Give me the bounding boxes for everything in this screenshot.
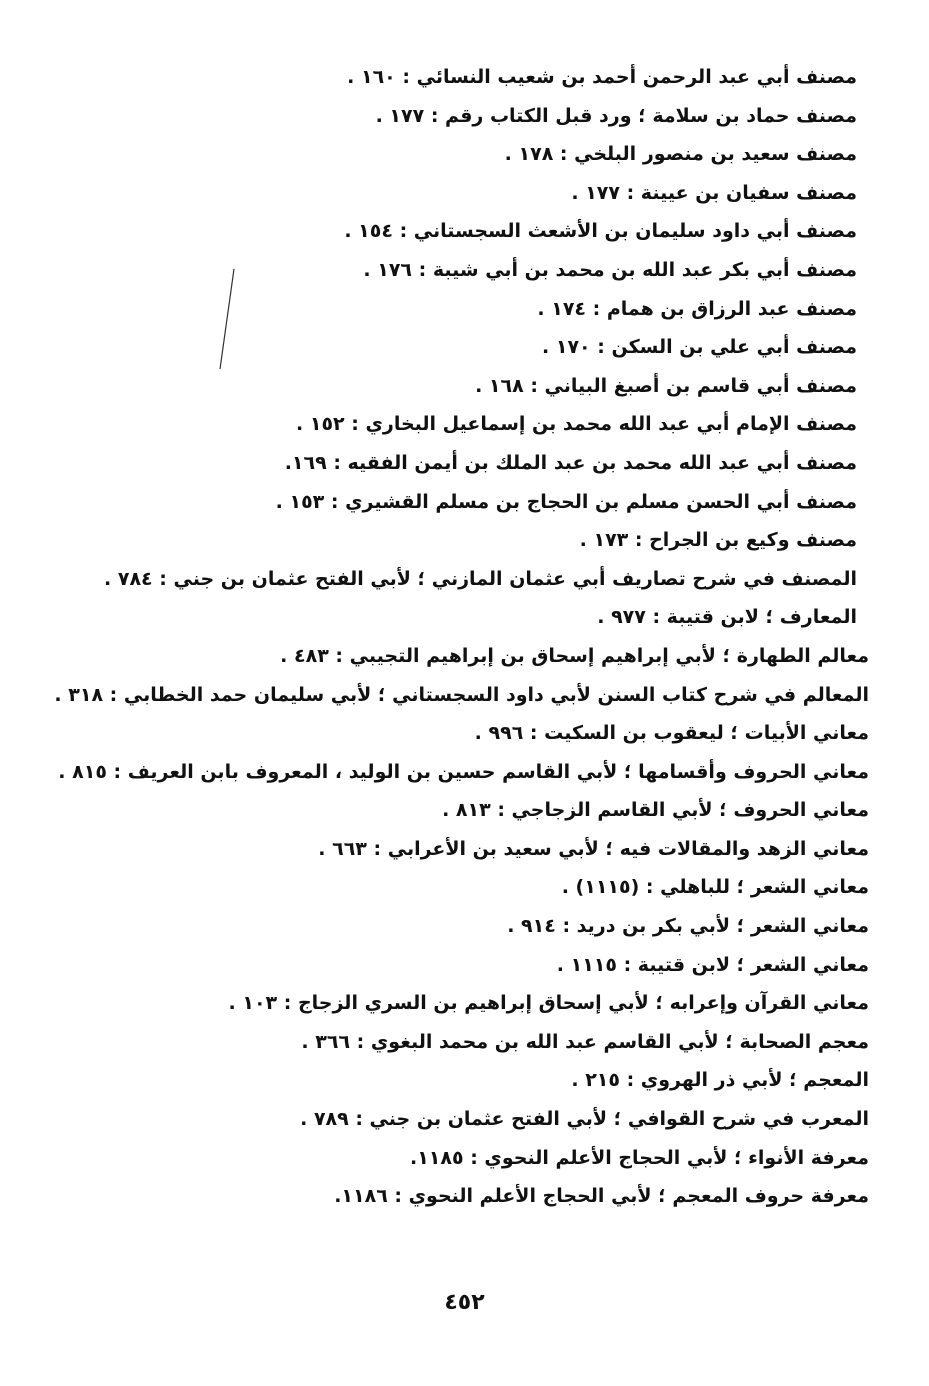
index-entry-text: المعارف ؛ لابن قتيبة : ٩٧٧ .: [597, 606, 857, 629]
index-entry: [0, 290, 929, 329]
index-entry: [0, 714, 929, 753]
index-entry-text: مصنف أبي داود سليمان بن الأشعث السجستاني : ١٥٤ .: [344, 220, 857, 243]
index-entry-text: معاني الشعر ؛ للباهلي : (١١١٥) .: [561, 876, 869, 899]
index-entry: [0, 984, 929, 1023]
index-entry-text: معالم الطهارة ؛ لأبي إبراهيم إسحاق بن إبراهيم التجيبي : ٤٨٣ .: [280, 644, 869, 667]
index-entry-text: مصنف الإمام أبي عبد الله محمد بن إسماعيل البخاري : ١٥٢ .: [296, 413, 857, 436]
index-entry: [0, 328, 929, 367]
index-entry: [0, 830, 929, 869]
index-entry: [0, 135, 929, 174]
index-entry: [0, 907, 929, 946]
index-entry-text: معاني الحروف ؛ لأبي القاسم الزجاجي : ٨١٣ .: [442, 799, 869, 822]
index-entry: [0, 251, 929, 290]
index-entry-text: معاني القرآن وإعرابه ؛ لأبي إسحاق إبراهيم بن السري الزجاج : ١٠٣ .: [228, 992, 869, 1015]
index-entry-text: معاني الشعر ؛ لأبي بكر بن دريد : ٩١٤ .: [507, 915, 869, 938]
index-entry: [0, 791, 929, 830]
index-entry: [0, 598, 929, 637]
index-entry: [0, 1023, 929, 1062]
index-entry-text: مصنف أبي عبد الله محمد بن عبد الملك بن أيمن الفقيه : ١٦٩.: [284, 451, 857, 474]
pen-stroke-mark: [200, 265, 240, 375]
index-entry-text: مصنف أبي عبد الرحمن أحمد بن شعيب النسائي : ١٦٠ .: [347, 66, 857, 88]
index-entry-text: معجم الصحابة ؛ لأبي القاسم عبد الله بن محمد البغوي : ٣٦٦ .: [301, 1030, 869, 1053]
index-entry-text: مصنف أبي علي بن السكن : ١٧٠ .: [542, 336, 857, 359]
index-entry: [0, 1177, 929, 1216]
index-entry-text: مصنف سعيد بن منصور البلخي : ١٧٨ .: [504, 143, 857, 166]
index-entry-text: المعجم ؛ لأبي ذر الهروي : ٢١٥ .: [571, 1069, 869, 1092]
index-entry: [0, 753, 929, 792]
index-entry-list: [0, 58, 929, 1216]
index-entry: [0, 637, 929, 676]
index-entry-text: معرفة حروف المعجم ؛ لأبي الحجاج الأعلم النحوي : ١١٨٦.: [334, 1185, 869, 1208]
index-entry: [0, 868, 929, 907]
index-entry: [0, 560, 929, 599]
index-entry-text: معاني الزهد والمقالات فيه ؛ لأبي سعيد بن الأعرابي : ٦٦٣ .: [318, 837, 869, 860]
index-entry: [0, 174, 929, 213]
index-entry-text: معاني الحروف وأقسامها ؛ لأبي القاسم حسين بن الوليد ، المعروف بابن العريف : ٨١٥ .: [58, 760, 869, 783]
index-entry: [0, 521, 929, 560]
index-entry-text: مصنف أبي بكر عبد الله بن محمد بن أبي شيبة : ١٧٦ .: [363, 258, 857, 281]
index-entry: [0, 676, 929, 715]
index-entry-text: المعرب في شرح القوافي ؛ لأبي الفتح عثمان بن جني : ٧٨٩ .: [300, 1108, 869, 1131]
index-entry-text: معاني الأبيات ؛ ليعقوب بن السكيت : ٩٩٦ .: [474, 722, 869, 745]
index-entry-text: مصنف أبي الحسن مسلم بن الحجاج بن مسلم القشيري : ١٥٣ .: [275, 490, 857, 513]
index-entry: [0, 367, 929, 406]
index-entry: [0, 444, 929, 483]
index-entry-text: معرفة الأنواء ؛ لأبي الحجاج الأعلم النحوي : ١١٨٥.: [409, 1146, 869, 1169]
index-entry-text: مصنف وكيع بن الجراح : ١٧٣ .: [579, 529, 857, 552]
index-entry: [0, 1061, 929, 1100]
index-entry: [0, 946, 929, 985]
page-number: ٤٥٢: [444, 1290, 485, 1315]
index-entry-text: مصنف سفيان بن عيينة : ١٧٧ .: [571, 181, 857, 204]
index-entry-text: المصنف في شرح تصاريف أبي عثمان المازني ؛ لأبي الفتح عثمان بن جني : ٧٨٤ .: [104, 567, 857, 590]
index-entry: [0, 405, 929, 444]
index-entry-text: مصنف حماد بن سلامة ؛ ورد قبل الكتاب رقم : ١٧٧ .: [375, 104, 857, 127]
index-entry: [0, 58, 929, 97]
index-entry-text: مصنف أبي قاسم بن أصبغ البياني : ١٦٨ .: [475, 374, 857, 397]
index-entry: [0, 97, 929, 136]
index-entry: [0, 212, 929, 251]
index-entry: [0, 1139, 929, 1178]
index-entry-text: معاني الشعر ؛ لابن قتيبة : ١١١٥ .: [556, 953, 869, 976]
index-entry: [0, 483, 929, 522]
index-entry: [0, 1100, 929, 1139]
index-entry-text: المعالم في شرح كتاب السنن لأبي داود السجستاني ؛ لأبي سليمان حمد الخطابي : ٣١٨ .: [54, 683, 869, 706]
index-entry-text: مصنف عبد الرزاق بن همام : ١٧٤ .: [537, 297, 857, 320]
